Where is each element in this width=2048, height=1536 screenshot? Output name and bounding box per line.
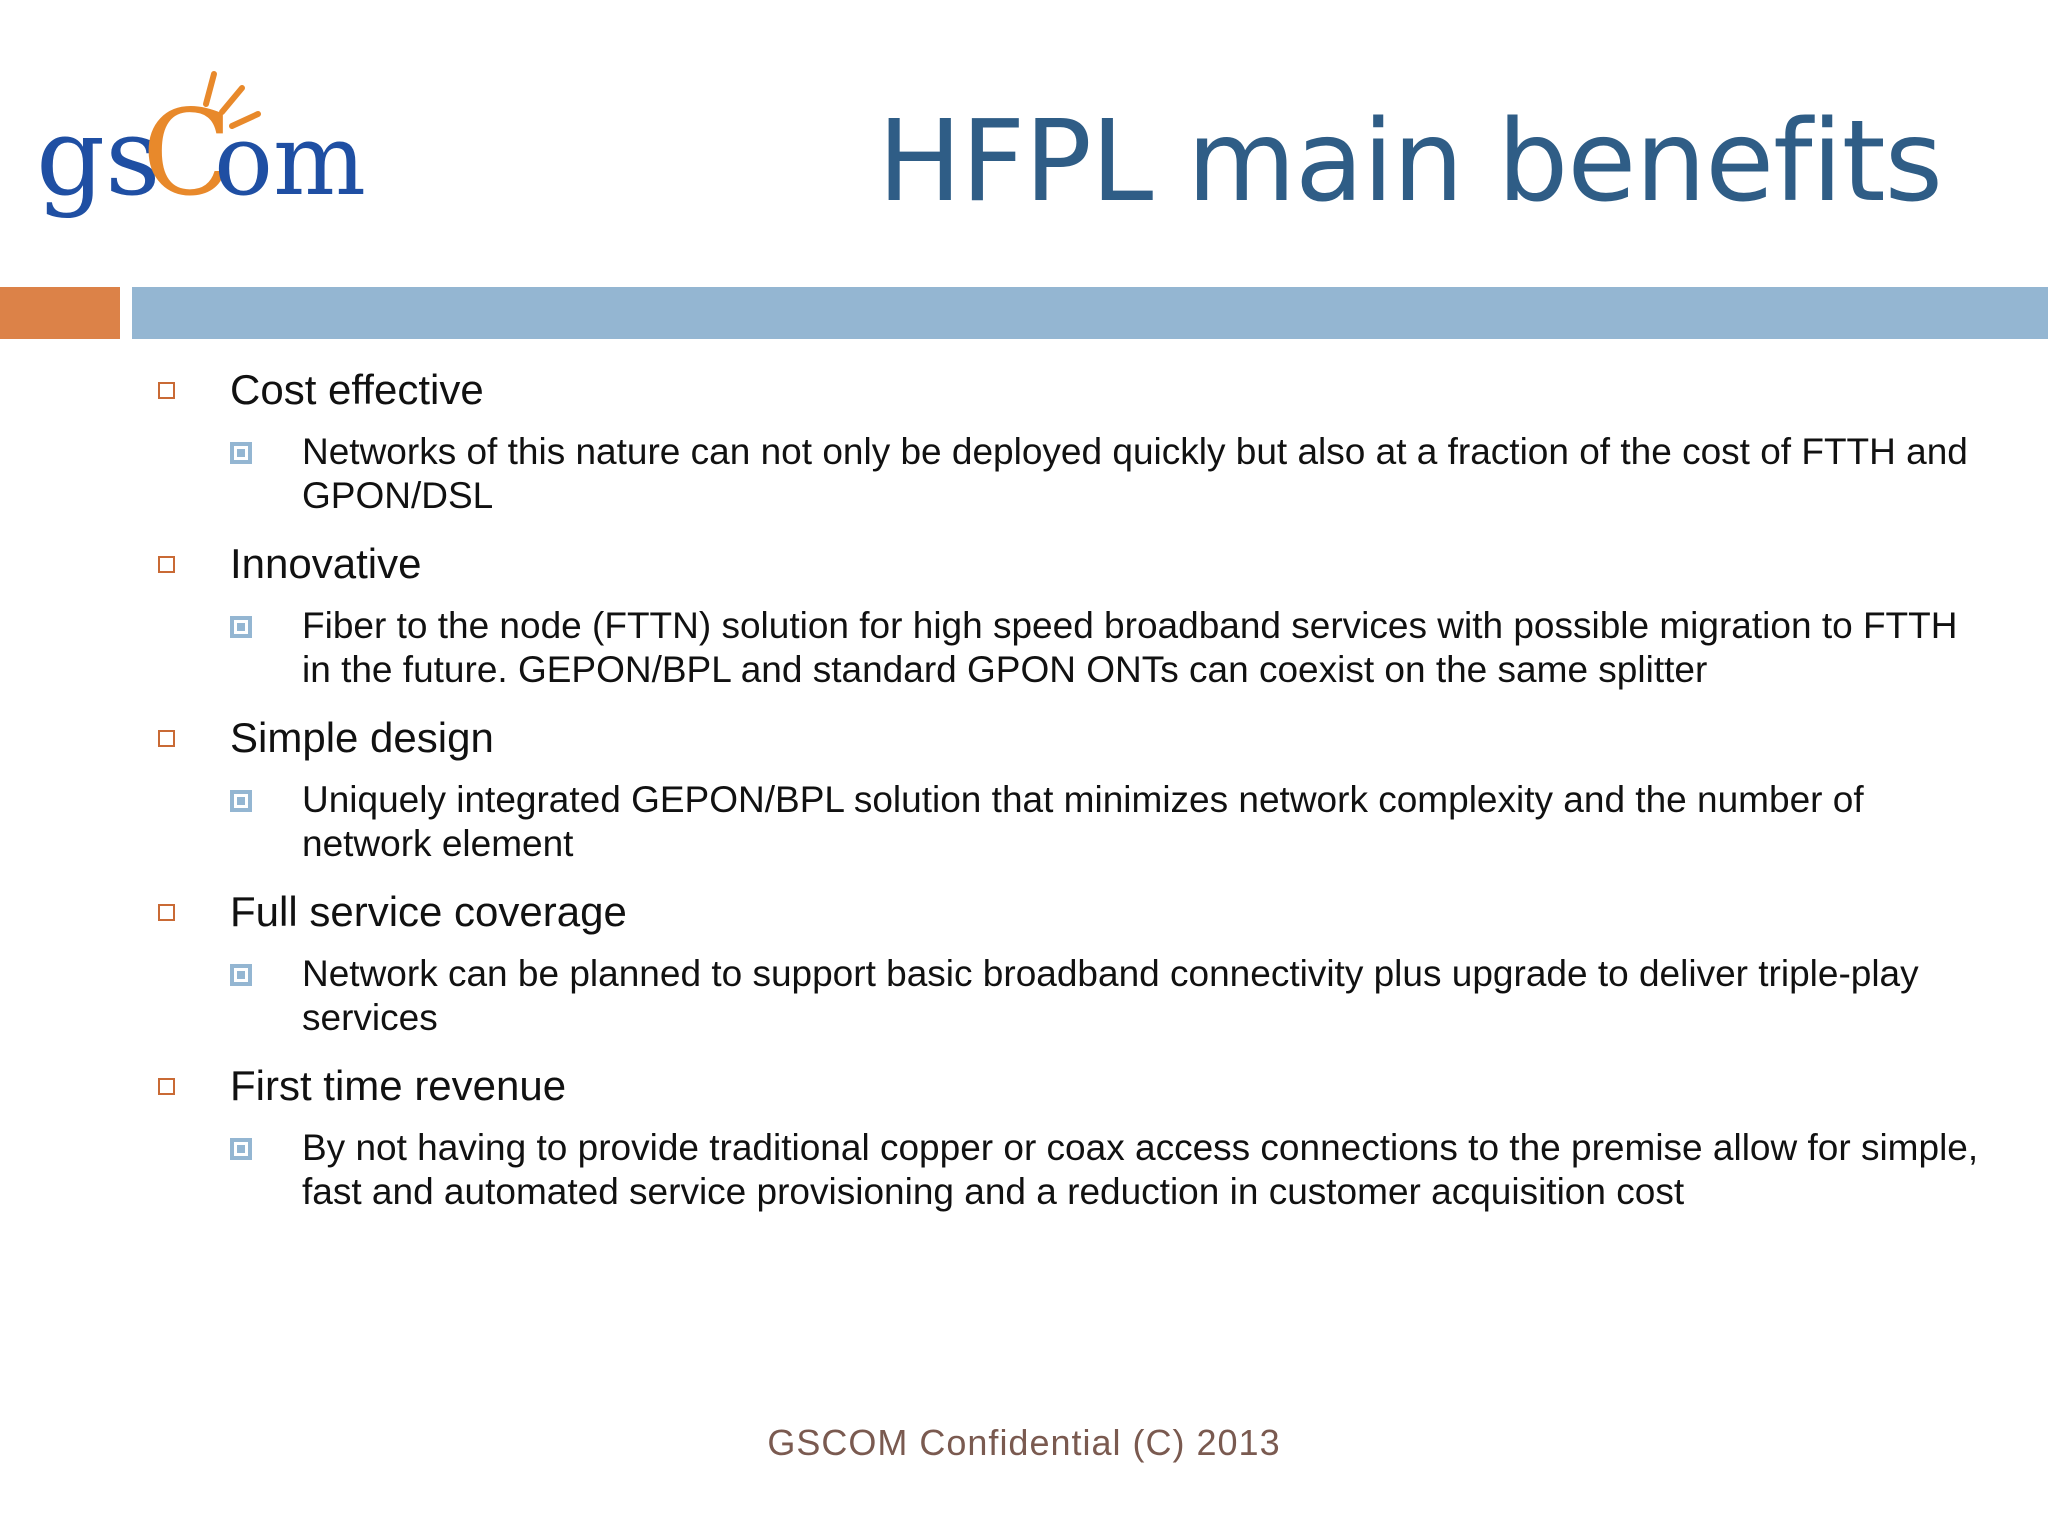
square-bullet-icon bbox=[230, 790, 252, 812]
square-bullet-icon bbox=[158, 1078, 175, 1095]
topic-detail bbox=[230, 430, 1992, 518]
square-bullet-icon bbox=[158, 382, 175, 399]
topic-detail bbox=[230, 1126, 1992, 1214]
logo-gs: gs bbox=[36, 95, 161, 220]
square-bullet-icon bbox=[158, 556, 175, 573]
topic-cost-effective bbox=[158, 362, 1968, 518]
topic-first-time-revenue bbox=[158, 1058, 1979, 1214]
topic-heading: First time revenue bbox=[230, 1062, 567, 1109]
topic-detail-text: Fiber to the node (FTTN) solution for high speed broadband services with possible migration to FTTH in the future. GEPON/BPL and standard GPON ONTs can coexist on the same splitter bbox=[302, 605, 1958, 690]
header-accent-orange bbox=[0, 287, 120, 339]
square-bullet-icon bbox=[158, 730, 175, 747]
slide-footer: GSCOM Confidential (C) 2013 bbox=[767, 1422, 1281, 1463]
topic-innovative bbox=[158, 536, 1958, 692]
topic-detail-text: Networks of this nature can not only be deployed quickly but also at a fraction of the cost of FTTH and GPON/DSL bbox=[302, 431, 1968, 516]
topic-heading: Cost effective bbox=[230, 366, 484, 413]
logo-om: om bbox=[214, 104, 366, 218]
square-bullet-icon bbox=[230, 1138, 252, 1160]
square-bullet-icon bbox=[230, 616, 252, 638]
topic-full-service-coverage bbox=[158, 884, 1958, 1040]
topic-detail-text: Network can be planned to support basic broadband connectivity plus upgrade to deliver triple-play services bbox=[302, 953, 1919, 1038]
topic-simple-design bbox=[158, 710, 1958, 866]
slide-title: HFPL main benefits bbox=[877, 97, 1942, 227]
square-bullet-icon bbox=[230, 442, 252, 464]
header-accent-blue bbox=[132, 287, 2048, 339]
topic-detail bbox=[230, 778, 1992, 866]
topic-heading: Simple design bbox=[230, 714, 494, 761]
topic-detail-text: Uniquely integrated GEPON/BPL solution that minimizes network complexity and the number of network element bbox=[302, 779, 1864, 864]
topic-detail bbox=[230, 952, 1992, 1040]
topic-heading: Full service coverage bbox=[230, 888, 627, 935]
topic-heading: Innovative bbox=[230, 540, 422, 587]
square-bullet-icon bbox=[158, 904, 175, 921]
bullet-list bbox=[158, 362, 1979, 1232]
topic-detail-text: By not having to provide traditional copper or coax access connections to the premise allow for simple, fast and automated service provisioning and a reduction in customer acquisition cost bbox=[302, 1127, 1979, 1212]
square-bullet-icon bbox=[230, 964, 252, 986]
topic-detail bbox=[230, 604, 1992, 692]
logo-c: C bbox=[142, 84, 233, 222]
gscom-logo bbox=[36, 66, 376, 236]
